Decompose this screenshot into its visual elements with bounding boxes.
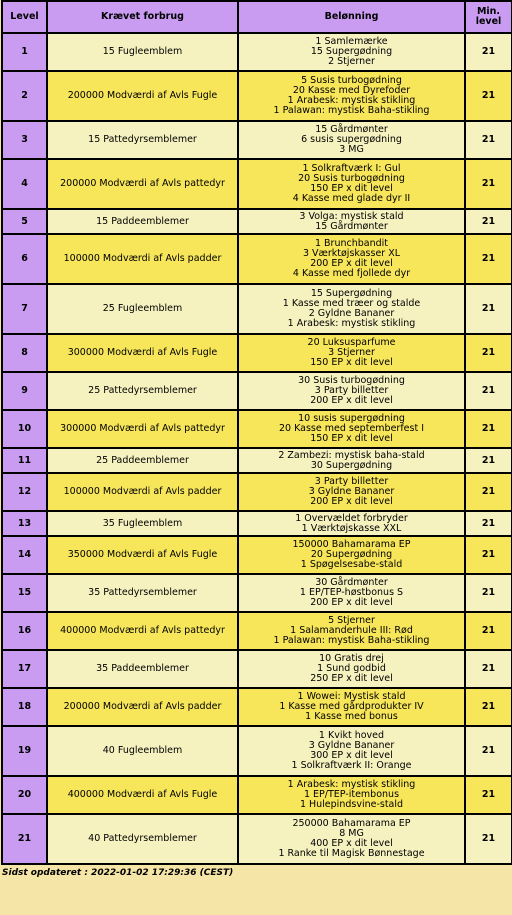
reward-line: 400 EP x dit level	[310, 838, 393, 849]
reward-line: 8 MG	[339, 828, 364, 839]
header-reward: Belønning	[238, 1, 465, 33]
reward-cell	[238, 688, 465, 726]
reward-line: 30 Supergødning	[310, 459, 393, 471]
reward-line: 1 Arabesk: mystisk stikling	[287, 95, 416, 106]
reward-line: 4 Kasse med fjollede dyr	[292, 268, 411, 279]
reward-line: 1 Wowei: Mystisk stald	[297, 691, 406, 702]
reward-line: 20 Supergødning	[310, 549, 393, 560]
reward-line: 1 Hulepindsvine-stald	[299, 799, 404, 810]
reward-line: 1 Palawan: mystisk Baha-stikling	[273, 635, 430, 646]
required-cell: 35 Paddeemblemer	[47, 650, 238, 688]
min-level-cell: 21	[465, 209, 512, 234]
table-row	[2, 726, 512, 776]
level-cell: 16	[2, 612, 47, 650]
level-cell: 17	[2, 650, 47, 688]
reward-cell	[238, 574, 465, 612]
reward-cell	[238, 448, 465, 473]
reward-line: 20 Luksusparfume	[307, 337, 396, 348]
reward-line: 1 Kasse med gårdprodukter IV	[279, 701, 424, 712]
reward-line: 1 EP/TEP-høstbonus S	[299, 587, 404, 598]
reward-line: 200 EP x dit level	[310, 395, 393, 406]
required-cell: 40 Fugleemblem	[47, 726, 238, 776]
table-row	[2, 121, 512, 159]
required-cell: 200000 Modværdi af Avls Fugle	[47, 71, 238, 121]
min-level-cell: 21	[465, 121, 512, 159]
required-cell: 25 Pattedyrsemblemer	[47, 372, 238, 410]
reward-line: 1 Brunchbandit	[314, 238, 389, 249]
table-row	[2, 574, 512, 612]
reward-line: 15 Supergødning	[310, 288, 393, 299]
min-level-cell: 21	[465, 473, 512, 511]
reward-line: 3 MG	[339, 144, 364, 155]
header-required: Krævet forbrug	[47, 1, 238, 33]
min-level-cell: 21	[465, 612, 512, 650]
reward-line: 1 Solkraftværk II: Orange	[291, 760, 412, 771]
level-cell: 1	[2, 33, 47, 71]
level-cell: 8	[2, 334, 47, 372]
reward-line: 30 Susis turbogødning	[298, 375, 405, 386]
table-row	[2, 372, 512, 410]
reward-cell	[238, 234, 465, 284]
table-row	[2, 612, 512, 650]
reward-line: 2 Gyldne Bananer	[308, 308, 395, 319]
min-level-cell: 21	[465, 33, 512, 71]
table-row	[2, 33, 512, 71]
reward-line: 5 Stjerner	[328, 615, 375, 626]
reward-line: 3 Stjerner	[328, 347, 375, 358]
level-cell: 19	[2, 726, 47, 776]
table-row	[2, 234, 512, 284]
reward-line: 150000 Bahamarama EP	[292, 539, 411, 550]
reward-cell	[238, 209, 465, 234]
reward-line: 20 Susis turbogødning	[298, 173, 405, 184]
reward-line: 1 EP/TEP-itembonus	[303, 789, 400, 800]
table-header-row	[2, 1, 512, 33]
required-cell: 15 Pattedyrsemblemer	[47, 121, 238, 159]
reward-line: 1 Arabesk: mystisk stikling	[287, 318, 416, 329]
table-row	[2, 334, 512, 372]
required-cell: 35 Fugleemblem	[47, 511, 238, 536]
reward-cell	[238, 121, 465, 159]
level-cell: 3	[2, 121, 47, 159]
reward-line: 1 Sund godbid	[317, 663, 386, 674]
reward-cell	[238, 71, 465, 121]
reward-line: 300 EP x dit level	[310, 750, 393, 761]
min-level-cell: 21	[465, 284, 512, 334]
reward-line: 250000 Bahamarama EP	[292, 818, 411, 829]
header-min-level: Min. level	[465, 1, 512, 33]
reward-cell	[238, 159, 465, 209]
reward-line: 10 Gratis drej	[319, 653, 384, 664]
table-body	[2, 33, 512, 864]
reward-line: 150 EP x dit level	[310, 183, 393, 194]
min-level-cell: 21	[465, 334, 512, 372]
reward-line: 20 Kasse med Dyrefoder	[292, 85, 411, 96]
reward-line: 200 EP x dit level	[310, 496, 393, 507]
level-cell: 12	[2, 473, 47, 511]
reward-cell	[238, 814, 465, 864]
table-row	[2, 688, 512, 726]
reward-line: 1 Kasse med bonus	[305, 711, 398, 722]
min-level-cell: 21	[465, 574, 512, 612]
level-cell: 10	[2, 410, 47, 448]
reward-line: 1 Solkraftværk I: Gul	[302, 163, 401, 174]
reward-line: 2 Zambezi: mystisk baha-stald	[278, 449, 425, 461]
required-cell: 40 Pattedyrsemblemer	[47, 814, 238, 864]
min-level-cell: 21	[465, 814, 512, 864]
table-row	[2, 473, 512, 511]
reward-line: 10 susis supergødning	[298, 413, 405, 424]
level-cell: 9	[2, 372, 47, 410]
reward-line: 1 Salamanderhule III: Rød	[290, 625, 413, 636]
reward-line: 3 Værktøjskasser XL	[302, 248, 401, 259]
reward-line: 3 Gyldne Bananer	[308, 486, 395, 497]
min-level-cell: 21	[465, 511, 512, 536]
reward-line: 15 Gårdmønter	[315, 220, 388, 232]
table-row	[2, 448, 512, 473]
reward-line: 3 Party billetter	[314, 476, 389, 487]
header-level: Level	[2, 1, 47, 33]
min-level-cell: 21	[465, 776, 512, 814]
reward-line: 1 Ranke til Magisk Bønnestage	[278, 848, 425, 859]
reward-line: 30 Gårdmønter	[315, 577, 388, 588]
reward-line: 20 Kasse med septemberfest I	[278, 423, 425, 434]
level-cell: 5	[2, 209, 47, 234]
required-cell: 15 Paddeemblemer	[47, 209, 238, 234]
required-cell: 15 Fugleemblem	[47, 33, 238, 71]
table-row	[2, 511, 512, 536]
level-cell: 4	[2, 159, 47, 209]
required-cell: 400000 Modværdi af Avls Fugle	[47, 776, 238, 814]
reward-line: 200 EP x dit level	[310, 258, 393, 269]
table-row	[2, 410, 512, 448]
reward-cell	[238, 410, 465, 448]
reward-line: 4 Kasse med glade dyr II	[292, 193, 411, 204]
required-cell: 200000 Modværdi af Avls pattedyr	[47, 159, 238, 209]
last-updated: Sidst opdateret : 2022-01-02 17:29:36 (CEST)	[2, 868, 234, 878]
required-cell: 35 Pattedyrsemblemer	[47, 574, 238, 612]
min-level-cell: 21	[465, 372, 512, 410]
rewards-table	[1, 0, 512, 865]
required-cell: 300000 Modværdi af Avls pattedyr	[47, 410, 238, 448]
reward-cell	[238, 726, 465, 776]
required-cell: 25 Paddeemblemer	[47, 448, 238, 473]
table-row	[2, 650, 512, 688]
min-level-cell: 21	[465, 650, 512, 688]
reward-cell	[238, 473, 465, 511]
reward-cell	[238, 650, 465, 688]
reward-cell	[238, 33, 465, 71]
reward-line: 2 Stjerner	[328, 56, 375, 67]
required-cell: 100000 Modværdi af Avls padder	[47, 473, 238, 511]
reward-line: 3 Gyldne Bananer	[308, 740, 395, 751]
reward-line: 15 Gårdmønter	[315, 124, 388, 135]
level-cell: 13	[2, 511, 47, 536]
required-cell: 350000 Modværdi af Avls Fugle	[47, 536, 238, 574]
level-cell: 11	[2, 448, 47, 473]
reward-line: 250 EP x dit level	[310, 673, 393, 684]
reward-cell	[238, 536, 465, 574]
level-cell: 20	[2, 776, 47, 814]
reward-line: 6 susis supergødning	[301, 134, 402, 145]
reward-line: 1 Kvikt hoved	[318, 730, 385, 741]
reward-line: 1 Overvældet forbryder	[295, 512, 408, 524]
min-level-cell: 21	[465, 536, 512, 574]
required-cell: 400000 Modværdi af Avls pattedyr	[47, 612, 238, 650]
level-cell: 14	[2, 536, 47, 574]
required-cell: 200000 Modværdi af Avls padder	[47, 688, 238, 726]
table-row	[2, 814, 512, 864]
reward-cell	[238, 511, 465, 536]
reward-line: 5 Susis turbogødning	[301, 75, 402, 86]
reward-line: 1 Samlemærke	[315, 36, 388, 47]
reward-line: 150 EP x dit level	[310, 433, 393, 444]
required-cell: 25 Fugleemblem	[47, 284, 238, 334]
min-level-cell: 21	[465, 234, 512, 284]
reward-cell	[238, 334, 465, 372]
reward-cell	[238, 372, 465, 410]
reward-line: 150 EP x dit level	[310, 357, 393, 368]
min-level-cell: 21	[465, 410, 512, 448]
table-row	[2, 71, 512, 121]
reward-cell	[238, 284, 465, 334]
reward-line: 3 Party billetter	[314, 385, 389, 396]
min-level-cell: 21	[465, 726, 512, 776]
reward-line: 1 Palawan: mystisk Baha-stikling	[273, 105, 430, 116]
reward-cell	[238, 776, 465, 814]
min-level-cell: 21	[465, 688, 512, 726]
level-cell: 21	[2, 814, 47, 864]
level-cell: 18	[2, 688, 47, 726]
required-cell: 300000 Modværdi af Avls Fugle	[47, 334, 238, 372]
table-row	[2, 536, 512, 574]
table-row	[2, 209, 512, 234]
required-cell: 100000 Modværdi af Avls padder	[47, 234, 238, 284]
min-level-cell: 21	[465, 448, 512, 473]
table-row	[2, 776, 512, 814]
min-level-cell: 21	[465, 159, 512, 209]
reward-line: 1 Spøgelsesabe-stald	[300, 559, 403, 570]
table-row	[2, 284, 512, 334]
level-cell: 6	[2, 234, 47, 284]
reward-line: 200 EP x dit level	[310, 597, 393, 608]
min-level-cell: 21	[465, 71, 512, 121]
level-cell: 15	[2, 574, 47, 612]
reward-line: 1 Kasse med træer og stalde	[282, 298, 421, 309]
reward-line: 1 Arabesk: mystisk stikling	[287, 779, 416, 790]
reward-line: 3 Volga: mystisk stald	[299, 210, 404, 222]
reward-line: 1 Værktøjskasse XXL	[301, 522, 402, 534]
reward-line: 15 Supergødning	[310, 46, 393, 57]
level-cell: 2	[2, 71, 47, 121]
level-cell: 7	[2, 284, 47, 334]
reward-cell	[238, 612, 465, 650]
table-row	[2, 159, 512, 209]
